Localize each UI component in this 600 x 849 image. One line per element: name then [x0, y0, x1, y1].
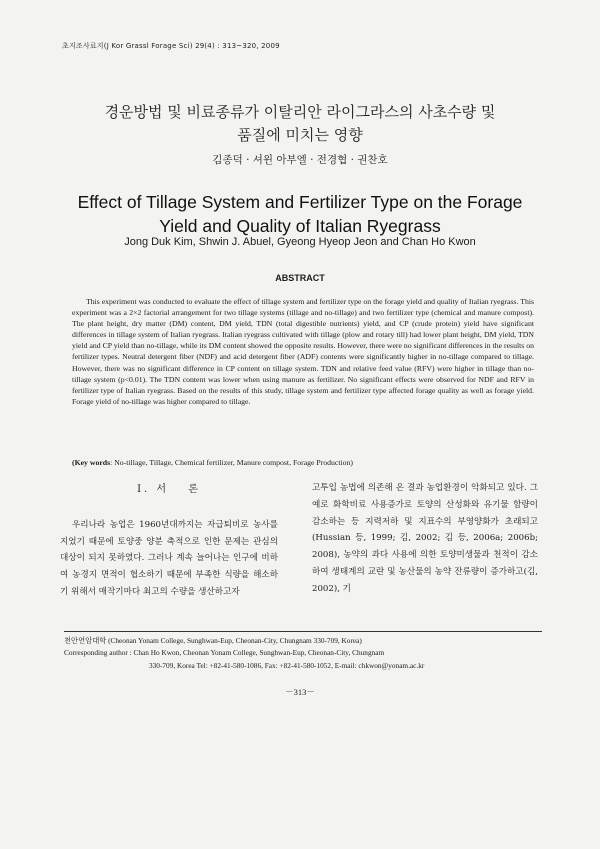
- right-column: [312, 480, 538, 598]
- introduction-paragraph-left: 우리나라 농업은 1960년대까지는 자급퇴비로 농사를 지었기 때문에 토양중 양분 축적으로 인한 문제는 관심의 대상이 되지 못하였다. 그러나 계속 늘어나는 인구에 비하여 농경지 면적이 협소하기 때문에 부족한 식량을 해소하기 위해서 매작기마다 최고의 수량을 생산하고자: [60, 519, 278, 597]
- korean-title-line-2: 품질에 미치는 영향: [237, 126, 363, 144]
- left-column: [60, 480, 278, 601]
- section-heading-introduction: Ⅰ. 서 론: [137, 484, 201, 495]
- introduction-paragraph-right: 고투입 농법에 의존해 온 결과 농업환경이 악화되고 있다. 그 예로 화학비료 사용증가로 토양의 산성화와 유기물 함량이 감소하는 등 지력저하 및 지표수의 부영양화가 초래되고 (Hussian 등, 1999; 김, 2002; 김 등, 2006a; 2006b; 2008), 농약의 과다 사용에 의한 토양미생물과 천적이 감소하여 생태계의 교란 및 농산물의 농약 잔류량이 증가하고(김, 2002), 기: [312, 483, 538, 594]
- keywords-text: : No-tillage, Tillage, Chemical fertilizer, Manure compost, Forage Production): [110, 458, 354, 467]
- corresponding-author-line-2: 330-709, Korea Tel: +82-41-580-1086, Fax: +82-41-580-1052, E-mail: chkwon@yonam.ac.kr: [149, 660, 425, 670]
- keywords-label: (Key words: [72, 458, 111, 467]
- abstract-heading: ABSTRACT: [275, 273, 325, 283]
- page-number: －313－: [285, 687, 315, 697]
- journal-header: 초지조사료지(J Kor Grassl Forage Sci) 29(4) : 313~320, 2009: [62, 42, 280, 50]
- affiliation-footnote: [64, 631, 542, 672]
- abstract-body: This experiment was conducted to evaluate the effect of tillage system and fertilizer type on the forage yield and quality of Italian ryegrass. This experiment was a 2×2 factorial arrangement for two tillage systems (tillage and no-tillage) and two fertilizer type (chemical and manure compost). The plant height, dry matter (DM) content, DM yield, TDN (total digestible nutrients) yield, and CP (crude protein) yield have significant differences in tillage system of Italian ryegrass. Italian ryegrass cultivated with tillage (plow and rotary till) had lower plant height, DM yield, TDN yield and CP yield than no-tillage, while its DM content showed the opposite results. However, there were no significant differences in the results on fertilizer types. Neutral detergent fiber (NDF) and acid detergent fiber (ADF) contents were significantly higher in no-tillage compared to tillage. However, there was no significant difference in CP content on tillage system. TDN and relative feed value (RFV) were higher in tillage than no-tillage system (p<0.01). The TDN content was lower when using manure as fertilizer. No significant effects were observed for NDF and RFV in fertilizer type of Italian ryegrass. Based on the results of this study, tillage system and fertilizer type affected forage quality as well as forage yield. Forage yield of no-tillage was higher compared to tillage.: [72, 297, 534, 406]
- affiliation-line: 천안연암대학 (Cheonan Yonam College, Sunghwan-Eup, Cheonan-City, Chungnam 330-709, Korea): [64, 636, 362, 645]
- english-authors: Jong Duk Kim, Shwin J. Abuel, Gyeong Hyeop Jeon and Chan Ho Kwon: [124, 236, 476, 248]
- korean-title-line-1: 경운방법 및 비료종류가 이탈리안 라이그라스의 사초수량 및: [104, 103, 496, 121]
- keywords: [72, 458, 542, 467]
- english-title-line-1: Effect of Tillage System and Fertilizer Type on the Forage: [77, 192, 523, 212]
- korean-authors: 김종덕 · 셔윈 아부엘 · 전경협 · 권찬호: [212, 154, 388, 166]
- english-title-line-2: Yield and Quality of Italian Ryegrass: [159, 216, 441, 236]
- corresponding-author-line-1: Corresponding author : Chan Ho Kwon, Cheonan Yonam College, Sunghwan-Eup, Cheonan-City, Chungnam: [64, 648, 385, 658]
